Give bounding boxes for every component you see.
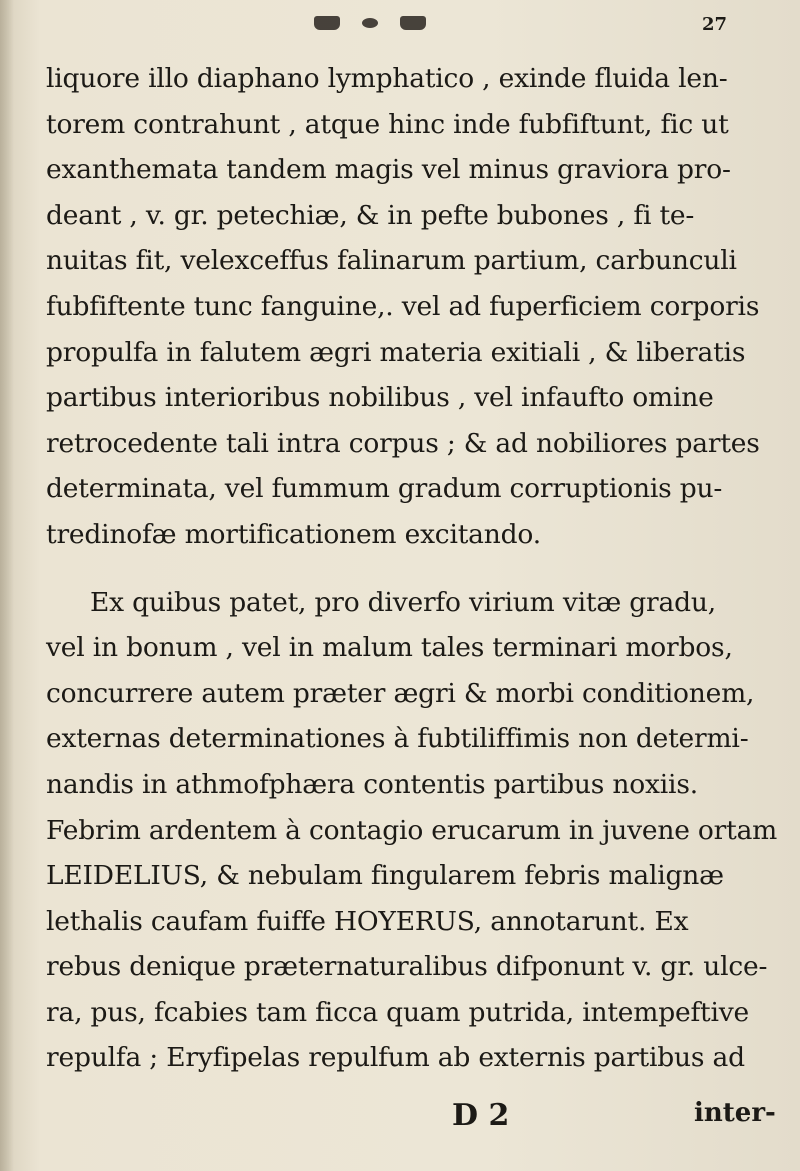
text-line: retrocedente tali intra corpus ; & ad nobiliores partes (46, 427, 760, 459)
binding-shadow (0, 0, 14, 1171)
text-line: concurrere autem præter ægri & morbi conditionem, (46, 677, 755, 709)
text-line: Ex quibus patet, pro diverfo virium vitæ gradu, (90, 586, 716, 618)
paragraph-1 (46, 56, 758, 558)
text-line: vel in bonum , vel in malum tales terminari morbos, (46, 632, 733, 664)
text-line: partibus interioribus nobilibus , vel infaufto omine (46, 382, 714, 414)
text-line: LEIDELIUS, & nebulam fingularem febris malignæ (46, 860, 724, 892)
paragraph-2 (46, 580, 778, 1082)
printer-ornament-icon (314, 16, 514, 30)
page-header (0, 14, 800, 54)
text-line: exanthemata tandem magis vel minus graviora pro- (46, 154, 731, 186)
text-line: fubfiftente tunc fanguine,. vel ad fuperficiem corporis (46, 290, 760, 322)
signature-mark: D 2 (452, 1098, 510, 1133)
text-line: nandis in athmofphæra contentis partibus noxiis. (46, 768, 698, 800)
paragraph-gap (46, 558, 758, 580)
catchword: inter- (694, 1098, 776, 1128)
text-line: tredinofæ mortificationem excitando. (46, 518, 541, 550)
text-line: repulfa ; Eryfipelas repulfum ab externis partibus ad (46, 1042, 745, 1074)
text-line: propulfa in falutem ægri materia exitiali , & liberatis (46, 336, 746, 368)
text-line: torem contrahunt , atque hinc inde fubfiftunt, fic ut (46, 108, 729, 140)
body-text (46, 56, 778, 1081)
text-line: deant , v. gr. petechiæ, & in pefte bubones , fi te- (46, 199, 695, 231)
text-line: Febrim ardentem à contagio erucarum in juvene ortam (46, 814, 778, 846)
text-line: determinata, vel fummum gradum corruptionis pu- (46, 473, 723, 505)
text-line: lethalis caufam fuiffe HOYERUS, annotarunt. Ex (46, 905, 689, 937)
text-line: nuitas fit, velexceffus falinarum partium, carbunculi (46, 245, 737, 277)
text-line: liquore illo diaphano lymphatico , exinde fluida len- (46, 63, 728, 94)
text-line: externas determinationes à fubtiliffimis non determi- (46, 723, 749, 755)
text-line: rebus denique præternaturalibus difponunt v. gr. ulce- (46, 951, 768, 983)
page-number: 27 (702, 14, 728, 35)
text-line: ra, pus, fcabies tam ficca quam putrida, intempeftive (46, 996, 750, 1028)
